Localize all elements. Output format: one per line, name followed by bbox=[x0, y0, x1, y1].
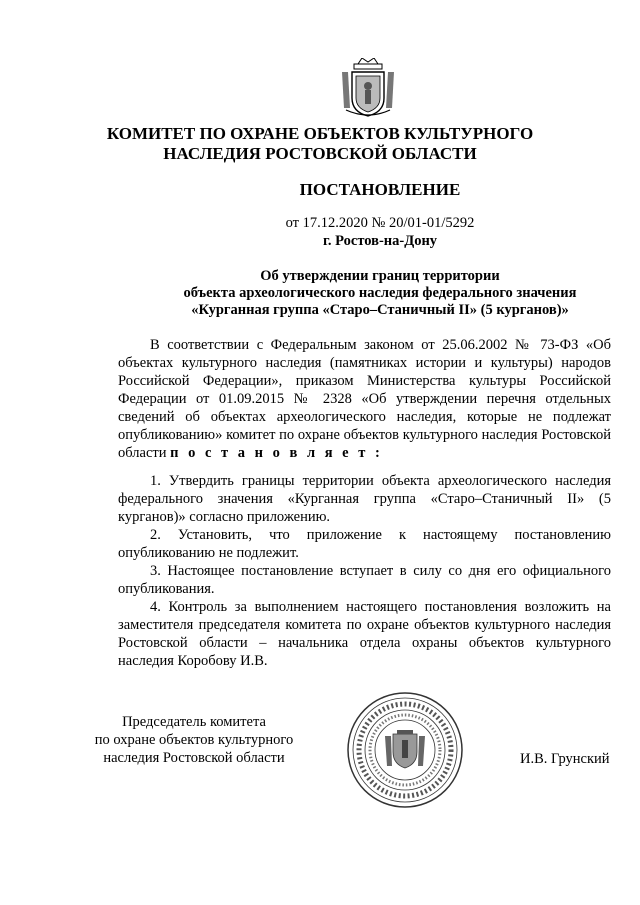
signatory-position bbox=[92, 713, 296, 767]
coat-of-arms-icon bbox=[338, 58, 398, 118]
item-3: 3. Настоящее постановление вступает в силу со дня его официального опубликования. bbox=[118, 563, 611, 597]
preamble-paragraph bbox=[118, 336, 611, 462]
position-line1: Председатель комитета bbox=[122, 714, 266, 730]
item-2: 2. Установить, что приложение к настоящему постановлению опубликованию не подлежит. bbox=[118, 527, 611, 561]
date-and-number: от 17.12.2020 № 20/01-01/5292 bbox=[285, 215, 475, 231]
position-line2: по охране объектов культурного bbox=[94, 732, 294, 748]
preamble-text: В соответствии с Федеральным законом от 25.06.2002 № 73-ФЗ «Об объектах культурного наследия (памятниках истории и культуры) народов Российской Федерации», приказом Министерства культуры Российской Федерации от 01.09.2015 № 2328 «Об утверждении перечня отдельных сведений об объектах археологического наследия, которые не подлежат опубликованию» комитет по охране объектов культурного наследия Ростовской области bbox=[118, 337, 611, 461]
position-line3: наследия Ростовской области bbox=[103, 750, 285, 766]
subject-line2: объекта археологического наследия федерального значения bbox=[183, 285, 577, 301]
decree-word: п о с т а н о в л я е т : bbox=[170, 445, 383, 461]
org-name-line2: НАСЛЕДИЯ РОСТОВСКОЙ ОБЛАСТИ bbox=[163, 144, 477, 163]
org-name-line1: КОМИТЕТ ПО ОХРАНЕ ОБЪЕКТОВ КУЛЬТУРНОГО bbox=[106, 124, 534, 143]
item-4: 4. Контроль за выполнением настоящего постановления возложить на заместителя председателя комитета по охране объектов культурного наследия Ростовской области – начальника отдела охраны объектов культурного наследия Коробову И.В. bbox=[118, 599, 611, 669]
subject-line3: «Курганная группа «Старо–Станичный II» (5 курганов)» bbox=[191, 302, 569, 318]
document-type: ПОСТАНОВЛЕНИЕ bbox=[299, 180, 461, 199]
official-seal-icon bbox=[345, 690, 465, 810]
signatory-name: И.В. Грунский bbox=[520, 751, 610, 767]
item-1: 1. Утвердить границы территории объекта археологического наследия федерального значения «Курганная группа «Старо–Станичный II» (5 курганов)» согласно приложению. bbox=[118, 473, 611, 525]
city: г. Ростов-на-Дону bbox=[322, 233, 438, 249]
subject-line1: Об утверждении границ территории bbox=[260, 268, 500, 284]
